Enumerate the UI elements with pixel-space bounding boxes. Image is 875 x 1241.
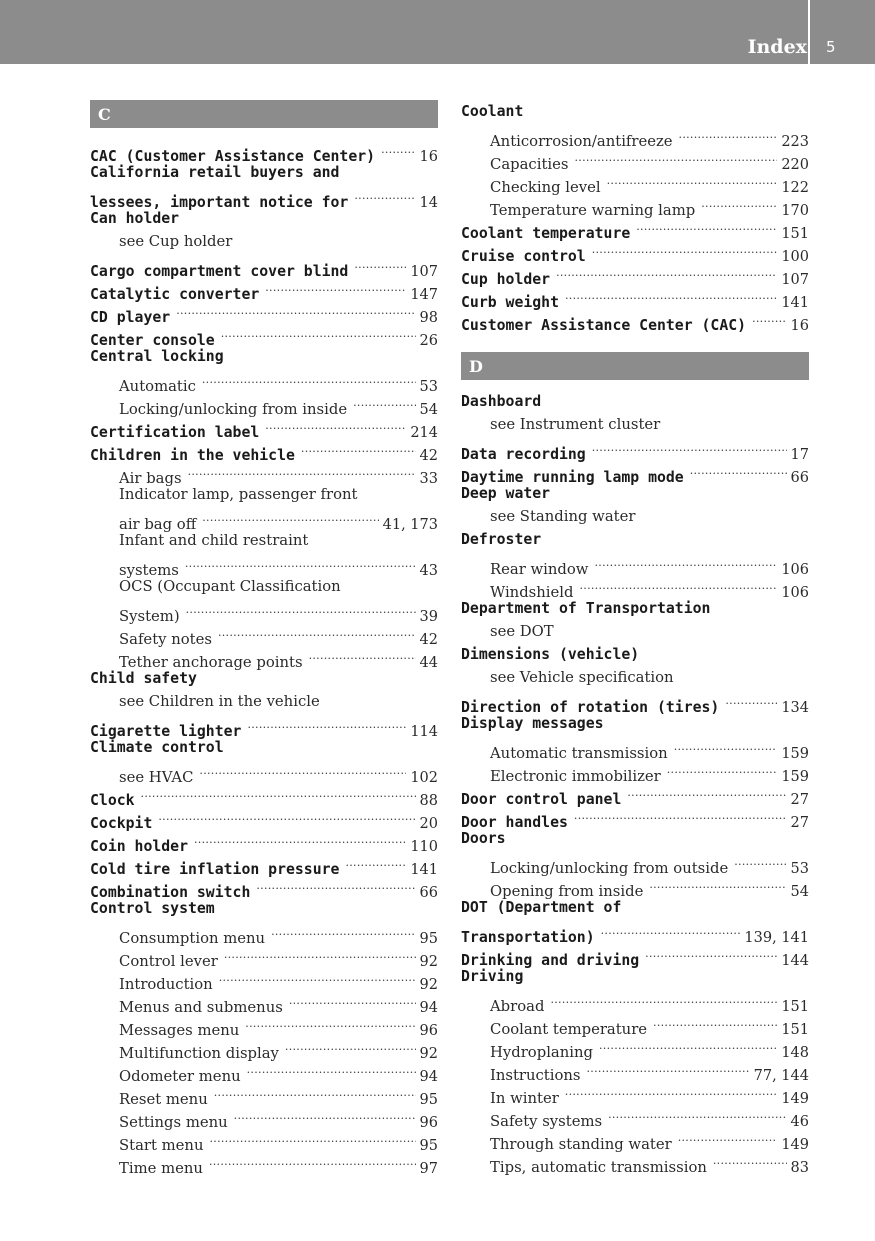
index-entry-label: Customer Assistance Center (CAC) <box>461 317 747 334</box>
index-entry-page: 107 <box>781 272 809 288</box>
index-entry <box>90 184 438 211</box>
index-entry-label: Curb weight <box>461 294 559 311</box>
index-entry-page: 170 <box>781 203 809 219</box>
dot-leader <box>188 460 416 483</box>
index-entry-page: 83 <box>790 1160 809 1176</box>
dot-leader <box>285 1035 416 1058</box>
index-entry-page: 92 <box>419 954 438 970</box>
dot-leader <box>141 782 416 805</box>
index-entry-page: 97 <box>419 1161 438 1177</box>
index-entry-page: 44 <box>419 655 438 671</box>
index-entry-page: 159 <box>781 746 809 762</box>
index-entry-page: 151 <box>781 226 809 242</box>
dot-leader <box>234 1104 416 1127</box>
index-entry-label: Data recording <box>461 446 586 463</box>
index-entry <box>90 598 438 625</box>
dot-leader <box>209 1150 416 1173</box>
index-entry <box>90 230 438 253</box>
index-entry-page: 96 <box>419 1023 438 1039</box>
index-entry-label: CAC (Customer Assistance Center) <box>90 148 376 165</box>
index-entry-label: Door control panel <box>461 791 622 808</box>
index-entry <box>90 897 438 920</box>
dot-leader <box>224 943 416 966</box>
dot-leader <box>265 414 406 437</box>
index-entry-page: 88 <box>419 793 438 809</box>
index-entry-label: Reset menu <box>119 1091 208 1108</box>
index-entry-label: Menus and submenus <box>119 999 283 1016</box>
index-entry-page: 16 <box>419 149 438 165</box>
index-entry-page: 114 <box>410 724 438 740</box>
index-entry-page: 122 <box>781 180 809 196</box>
index-entry-label: Locking/unlocking from outside <box>490 860 729 877</box>
index-entry-label: Infant and child restraint <box>119 532 309 549</box>
index-entry-label: Opening from inside <box>490 883 644 900</box>
index-entry-label: Dimensions (vehicle) <box>461 646 640 663</box>
index-entry-page: 39 <box>419 609 438 625</box>
dot-leader <box>678 1126 778 1149</box>
index-entry-page: 33 <box>419 471 438 487</box>
index-entry <box>461 597 809 620</box>
dot-leader <box>265 276 406 299</box>
index-entry-label: Messages menu <box>119 1022 240 1039</box>
index-entry-label: Cup holder <box>461 271 551 288</box>
dot-leader <box>627 781 786 804</box>
index-entry-label: Settings menu <box>119 1114 228 1131</box>
index-entry-label: Central locking <box>90 348 224 365</box>
index-entry-page: 53 <box>790 861 809 877</box>
dot-leader <box>289 989 416 1012</box>
index-entry <box>461 919 809 946</box>
index-entry-page: 151 <box>781 999 809 1015</box>
index-entry <box>90 506 438 533</box>
dot-leader <box>381 138 415 161</box>
index-entry-label: Locking/unlocking from inside <box>119 401 348 418</box>
dot-leader <box>607 169 778 192</box>
index-entry-page: 42 <box>419 632 438 648</box>
dot-leader <box>354 253 406 276</box>
dot-leader <box>565 284 777 307</box>
index-entry-page: 16 <box>790 318 809 334</box>
index-entry <box>461 666 809 689</box>
index-entry <box>461 620 809 643</box>
index-entry-page: 27 <box>790 792 809 808</box>
dot-leader <box>345 851 406 874</box>
index-entry-label: Multifunction display <box>119 1045 279 1062</box>
dot-leader <box>556 261 777 284</box>
index-entry-label: Coolant <box>461 103 524 120</box>
index-entry-label: Automatic <box>119 378 196 395</box>
dot-leader <box>636 215 777 238</box>
index-list-d <box>461 390 809 1176</box>
index-entry-label: Start menu <box>119 1137 204 1154</box>
page-title: Index <box>747 36 807 58</box>
dot-leader <box>575 146 778 169</box>
dot-leader <box>608 1103 786 1126</box>
index-entry-page: 106 <box>781 585 809 601</box>
index-entry <box>90 690 438 713</box>
index-entry-label: Cargo compartment cover blind <box>90 263 349 280</box>
index-entry <box>461 735 809 762</box>
index-entry <box>461 123 809 150</box>
index-entry <box>90 161 438 184</box>
index-entry <box>461 988 809 1015</box>
index-entry-page: 151 <box>781 1022 809 1038</box>
index-entry-label: Cruise control <box>461 248 586 265</box>
index-entry-page: 100 <box>781 249 809 265</box>
index-entry-label: Automatic transmission <box>490 745 668 762</box>
dot-leader <box>701 192 777 215</box>
dot-leader <box>725 689 777 712</box>
index-entry <box>90 253 438 280</box>
index-entry <box>90 782 438 809</box>
index-entry-label: Doors <box>461 830 506 847</box>
dot-leader <box>245 1012 415 1035</box>
index-entry-page: 46 <box>790 1114 809 1130</box>
index-entry-page: 94 <box>419 1069 438 1085</box>
index-entry-page: 148 <box>781 1045 809 1061</box>
index-entry <box>461 643 809 666</box>
index-entry-page: 27 <box>790 815 809 831</box>
index-entry-label: Time menu <box>119 1160 203 1177</box>
dot-leader <box>202 368 416 391</box>
index-entry-page: 107 <box>410 264 438 280</box>
left-column <box>90 100 438 1177</box>
index-entry-label: Deep water <box>461 485 551 502</box>
index-entry-label: Drinking and driving <box>461 952 640 969</box>
index-entry-label: Abroad <box>490 998 545 1015</box>
index-entry-label: Catalytic converter <box>90 286 260 303</box>
dot-leader <box>674 735 778 758</box>
index-entry-label: CD player <box>90 309 171 326</box>
dot-leader <box>271 920 415 943</box>
index-entry-label: Tether anchorage points <box>119 654 303 671</box>
dot-leader <box>645 942 777 965</box>
index-entry-page: 66 <box>419 885 438 901</box>
index-entry-label: Children in the vehicle <box>90 447 295 464</box>
dot-leader <box>354 184 415 207</box>
index-entry-page: 92 <box>419 1046 438 1062</box>
index-entry <box>90 713 438 740</box>
dot-leader <box>752 307 786 330</box>
index-entry-label: Defroster <box>461 531 542 548</box>
dot-leader <box>247 1058 416 1081</box>
index-entry-label: Cold tire inflation pressure <box>90 861 340 878</box>
index-entry-label: Rear window <box>490 561 589 578</box>
dot-leader <box>592 238 778 261</box>
index-entry <box>461 100 809 123</box>
index-entry-label: Control lever <box>119 953 218 970</box>
index-entry-page: 92 <box>419 977 438 993</box>
dot-leader <box>592 436 787 459</box>
index-entry-page: 14 <box>419 195 438 211</box>
index-entry-label: see Children in the vehicle <box>119 693 320 710</box>
index-entry-label: Daytime running lamp mode <box>461 469 684 486</box>
index-entry-label: DOT (Department of <box>461 899 622 916</box>
index-entry-label: Introduction <box>119 976 213 993</box>
index-entry-label: Dashboard <box>461 393 542 410</box>
index-entry-label: Can holder <box>90 210 180 227</box>
index-entry-page: 134 <box>781 700 809 716</box>
index-entry-page: 95 <box>419 1138 438 1154</box>
index-entry-page: 95 <box>419 931 438 947</box>
index-entry <box>90 736 438 759</box>
index-entry-page: 214 <box>410 425 438 441</box>
index-entry <box>90 368 438 395</box>
dot-leader <box>574 804 787 827</box>
index-entry-label: Coin holder <box>90 838 188 855</box>
index-entry-label: Electronic immobilizer <box>490 768 661 785</box>
index-list-c-continued <box>461 100 809 334</box>
dot-leader <box>202 506 378 529</box>
index-entry-label: Anticorrosion/antifreeze <box>490 133 673 150</box>
index-entry <box>90 759 438 786</box>
index-entry-page: 43 <box>419 563 438 579</box>
section-heading-c: C <box>90 100 438 128</box>
dot-leader <box>186 598 416 621</box>
index-entry-label: Driving <box>461 968 524 985</box>
index-entry-page: 95 <box>419 1092 438 1108</box>
dot-leader <box>734 850 786 873</box>
index-entry-label: Climate control <box>90 739 224 756</box>
index-entry-label: see Cup holder <box>119 233 233 250</box>
index-entry <box>461 390 809 413</box>
dot-leader <box>353 391 415 414</box>
index-entry-label: Checking level <box>490 179 601 196</box>
index-entry-page: 77, 144 <box>753 1068 809 1084</box>
dot-leader <box>690 459 787 482</box>
index-entry <box>90 805 438 832</box>
index-entry <box>461 413 809 436</box>
index-entry-page: 54 <box>419 402 438 418</box>
index-entry-label: In winter <box>490 1090 559 1107</box>
index-entry-page: 66 <box>790 470 809 486</box>
index-entry-page: 94 <box>419 1000 438 1016</box>
dot-leader <box>185 552 416 575</box>
index-entry-label: Cockpit <box>90 815 153 832</box>
page-number: 5 <box>826 38 836 56</box>
index-entry-page: 41, 173 <box>382 517 438 533</box>
index-entry-page: 144 <box>781 953 809 969</box>
index-entry-label: Windshield <box>490 584 574 601</box>
index-entry-label: Combination switch <box>90 884 251 901</box>
index-entry <box>90 575 438 598</box>
index-entry-label: Indicator lamp, passenger front <box>119 486 358 503</box>
index-entry <box>90 552 438 579</box>
index-entry-page: 42 <box>419 448 438 464</box>
index-entry <box>90 483 438 506</box>
dot-leader <box>214 1081 416 1104</box>
index-entry-label: California retail buyers and <box>90 164 340 181</box>
index-entry-label: systems <box>119 562 179 579</box>
index-entry-page: 141 <box>781 295 809 311</box>
index-entry <box>461 436 809 463</box>
page-header-bar <box>0 0 875 64</box>
dot-leader <box>653 1011 777 1034</box>
index-entry-label: see Standing water <box>490 508 636 525</box>
dot-leader <box>550 988 777 1011</box>
index-entry <box>461 689 809 716</box>
index-entry-label: Door handles <box>461 814 568 831</box>
index-entry-page: 147 <box>410 287 438 303</box>
index-entry-label: Hydroplaning <box>490 1044 594 1061</box>
dot-leader <box>247 713 406 736</box>
index-entry-label: lessees, important notice for <box>90 194 349 211</box>
index-entry-page: 110 <box>410 839 438 855</box>
index-entry <box>461 551 809 578</box>
dot-leader <box>649 873 786 896</box>
index-entry-page: 106 <box>781 562 809 578</box>
index-entry-label: Center console <box>90 332 215 349</box>
index-entry-label: Safety systems <box>490 1113 603 1130</box>
index-entry-label: see HVAC <box>119 769 194 786</box>
index-entry-label: Transportation) <box>461 929 595 946</box>
index-entry-page: 149 <box>781 1137 809 1153</box>
index-entry-label: Child safety <box>90 670 197 687</box>
index-entry-label: Air bags <box>119 470 182 487</box>
header-divider <box>808 0 810 64</box>
index-entry-page: 20 <box>419 816 438 832</box>
index-entry-page: 139, 141 <box>744 930 809 946</box>
index-entry-page: 159 <box>781 769 809 785</box>
dot-leader <box>309 644 416 667</box>
dot-leader <box>256 874 415 897</box>
index-entry-label: Capacities <box>490 156 569 173</box>
index-entry-page: 102 <box>410 770 438 786</box>
dot-leader <box>601 919 741 942</box>
index-entry-page: 223 <box>781 134 809 150</box>
dot-leader <box>667 758 778 781</box>
index-entry <box>90 920 438 947</box>
index-entry-label: Safety notes <box>119 631 212 648</box>
index-entry <box>90 345 438 368</box>
dot-leader <box>158 805 415 828</box>
index-entry-label: Tips, automatic transmission <box>490 1159 707 1176</box>
index-entry <box>90 138 438 165</box>
index-entry-page: 26 <box>419 333 438 349</box>
index-list-c <box>90 138 438 1177</box>
index-entry-label: Cigarette lighter <box>90 723 242 740</box>
dot-leader <box>221 322 416 345</box>
dot-leader <box>218 621 416 644</box>
index-entry <box>461 850 809 877</box>
index-entry <box>461 528 809 551</box>
index-entry-label: Coolant temperature <box>461 225 631 242</box>
index-entry-page: 17 <box>790 447 809 463</box>
index-entry-page: 53 <box>419 379 438 395</box>
index-entry-label: see Instrument cluster <box>490 416 661 433</box>
index-entry-label: Through standing water <box>490 1136 672 1153</box>
dot-leader <box>679 123 778 146</box>
dot-leader <box>194 828 406 851</box>
dot-leader <box>199 759 406 782</box>
index-entry <box>461 505 809 528</box>
index-entry-page: 96 <box>419 1115 438 1131</box>
index-entry-label: Consumption menu <box>119 930 266 947</box>
index-entry-label: Odometer menu <box>119 1068 241 1085</box>
index-entry-label: air bag off <box>119 516 197 533</box>
dot-leader <box>176 299 415 322</box>
index-entry-label: OCS (Occupant Classification <box>119 578 341 595</box>
dot-leader <box>587 1057 750 1080</box>
right-column <box>461 100 809 1176</box>
index-entry-label: Control system <box>90 900 215 917</box>
index-entry-page: 220 <box>781 157 809 173</box>
dot-leader <box>209 1127 415 1150</box>
dot-leader <box>594 551 777 574</box>
dot-leader <box>301 437 416 460</box>
index-entry-label: Clock <box>90 792 135 809</box>
index-entry-label: Coolant temperature <box>490 1021 648 1038</box>
dot-leader <box>599 1034 777 1057</box>
index-entry-label: Instructions <box>490 1067 581 1084</box>
index-entry-label: Temperature warning lamp <box>490 202 696 219</box>
dot-leader <box>580 574 778 597</box>
index-entry-page: 54 <box>790 884 809 900</box>
index-entry-label: see Vehicle specification <box>490 669 674 686</box>
index-entry-page: 98 <box>419 310 438 326</box>
index-entry-label: Direction of rotation (tires) <box>461 699 720 716</box>
index-entry-label: Certification label <box>90 424 260 441</box>
index-entry-label: System) <box>119 608 180 625</box>
dot-leader <box>565 1080 778 1103</box>
section-heading-d: D <box>461 352 809 380</box>
index-entry-label: see DOT <box>490 623 554 640</box>
index-entry-label: Display messages <box>461 715 604 732</box>
index-entry-page: 141 <box>410 862 438 878</box>
index-entry-label: Department of Transportation <box>461 600 711 617</box>
dot-leader <box>713 1149 787 1172</box>
dot-leader <box>219 966 416 989</box>
index-entry-page: 149 <box>781 1091 809 1107</box>
